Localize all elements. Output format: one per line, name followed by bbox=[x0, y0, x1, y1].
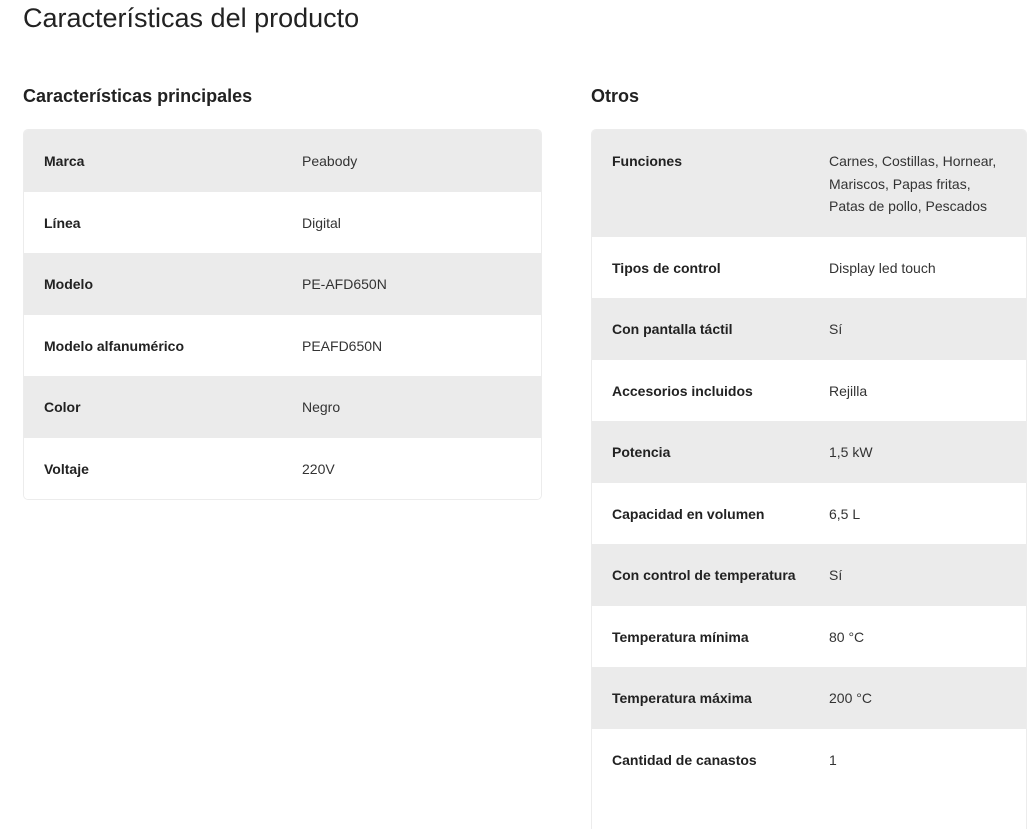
spec-label: Potencia bbox=[612, 444, 671, 460]
spec-label: Temperatura mínima bbox=[612, 628, 749, 645]
spec-row-tipos-de-control bbox=[592, 237, 1026, 299]
spec-row-linea bbox=[24, 192, 541, 254]
spec-label: Capacidad en volumen bbox=[612, 505, 765, 522]
spec-value: Rejilla bbox=[829, 382, 868, 399]
spec-row-temperatura-maxima bbox=[592, 667, 1026, 729]
spec-row-accesorios bbox=[592, 360, 1026, 422]
spec-label: Funciones bbox=[612, 153, 683, 169]
spec-row-capacidad bbox=[592, 483, 1026, 545]
spec-value: 200 °C bbox=[829, 690, 872, 706]
spec-row-marca bbox=[24, 130, 541, 192]
spec-label: Tipos de control bbox=[612, 259, 721, 276]
spec-row-pantalla-tactil bbox=[592, 298, 1026, 360]
spec-row-control-temperatura bbox=[592, 544, 1026, 606]
spec-row-funciones bbox=[592, 130, 1026, 237]
spec-label: Marca bbox=[44, 153, 85, 169]
spec-value: Carnes, Costillas, Hornear, Mariscos, Papas fritas, Patas de pollo, Pescados bbox=[829, 153, 997, 214]
spec-label: Con pantalla táctil bbox=[612, 321, 733, 337]
spec-label: Línea bbox=[44, 214, 81, 231]
spec-value: Display led touch bbox=[829, 259, 936, 276]
spec-value: Sí bbox=[829, 567, 843, 583]
spec-value: Negro bbox=[302, 399, 341, 415]
main-specs-title: Características principales bbox=[23, 86, 253, 106]
spec-row-modelo-alfanumerico bbox=[24, 315, 541, 377]
spec-row-temperatura-minima bbox=[592, 606, 1026, 668]
spec-value: 6,5 L bbox=[829, 505, 861, 522]
spec-value: Peabody bbox=[302, 153, 358, 169]
spec-row-potencia bbox=[592, 421, 1026, 483]
spec-label: Color bbox=[44, 399, 81, 415]
spec-value: 220V bbox=[302, 460, 335, 477]
spec-label: Temperatura máxima bbox=[612, 690, 752, 706]
spec-label: Voltaje bbox=[44, 460, 89, 477]
spec-row-cantidad-canastos bbox=[592, 729, 1026, 791]
other-specs-table bbox=[591, 129, 1027, 829]
spec-label: Cantidad de canastos bbox=[612, 751, 757, 768]
page-title: Características del producto bbox=[23, 3, 360, 33]
main-specs-table bbox=[23, 129, 542, 500]
spec-row-color bbox=[24, 376, 541, 438]
spec-value: PE-AFD650N bbox=[302, 276, 387, 292]
spec-value: Digital bbox=[302, 214, 341, 231]
other-specs-title: Otros bbox=[591, 86, 640, 106]
spec-value: Sí bbox=[829, 321, 843, 337]
spec-value: PEAFD650N bbox=[302, 337, 383, 354]
spec-label: Con control de temperatura bbox=[612, 567, 796, 583]
spec-row-voltaje bbox=[24, 438, 541, 500]
spec-value: 1,5 kW bbox=[829, 444, 873, 460]
spec-row-modelo bbox=[24, 253, 541, 315]
spec-label: Modelo bbox=[44, 276, 93, 292]
spec-label: Accesorios incluidos bbox=[612, 382, 753, 399]
spec-value: 80 °C bbox=[829, 628, 865, 645]
spec-value: 1 bbox=[829, 751, 837, 768]
spec-label: Modelo alfanumérico bbox=[44, 337, 185, 354]
